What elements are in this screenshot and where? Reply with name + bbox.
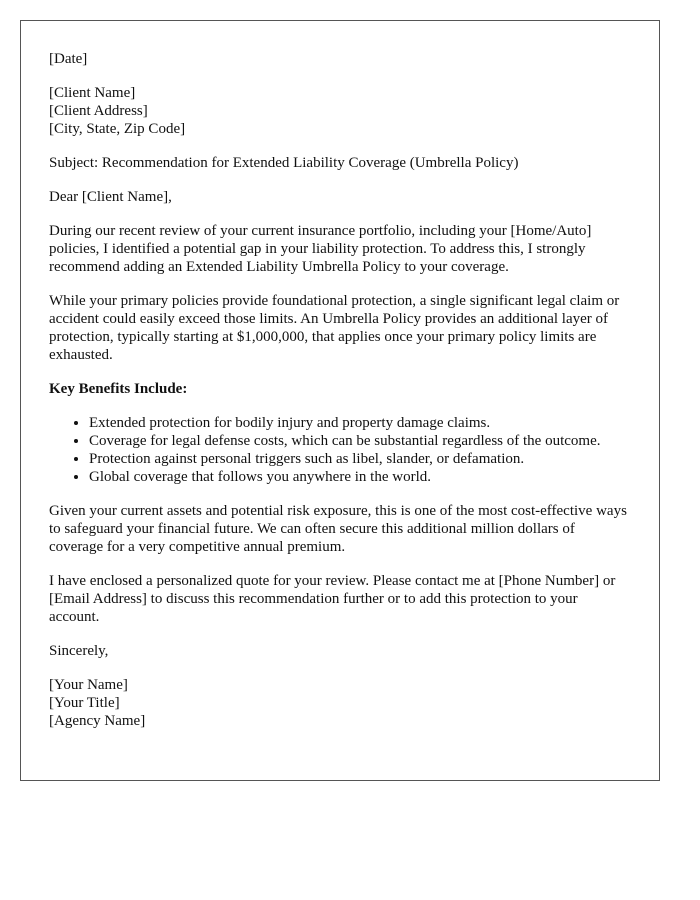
benefit-item: • Protection against personal triggers such as libel, slander, or defamation. <box>89 450 631 468</box>
signature-block <box>49 676 631 730</box>
signature-name: [Your Name] <box>49 677 128 693</box>
recipient-address: [Client Address] <box>49 103 148 119</box>
letter-subject: Subject: Recommendation for Extended Liability Coverage (Umbrella Policy) <box>49 155 519 171</box>
letter-paragraph-1: During our recent review of your current insurance portfolio, including your [Home/Auto] policies, I identified a potential gap in your liability protection. To address this, I strongly recommend adding an Extended Liability Umbrella Policy to your coverage. <box>49 223 592 275</box>
signature-agency: [Agency Name] <box>49 713 146 729</box>
benefits-heading: Key Benefits Include: <box>49 381 188 397</box>
benefits-list <box>49 414 631 486</box>
benefit-item: • Extended protection for bodily injury and property damage claims. <box>89 414 631 432</box>
benefit-item: • Coverage for legal defense costs, which can be substantial regardless of the outcome. <box>89 432 631 450</box>
letter-salutation: Dear [Client Name], <box>49 189 172 205</box>
benefit-item: • Global coverage that follows you anywhere in the world. <box>89 468 631 486</box>
recipient-city-state-zip: [City, State, Zip Code] <box>49 121 186 137</box>
letter-paragraph-2: While your primary policies provide foundational protection, a single significant legal claim or accident could easily exceed those limits. An Umbrella Policy provides an additional layer of protection, typically starting at $1,000,000, that applies once your primary policy limits are exhausted. <box>49 293 620 363</box>
letter-date: [Date] <box>49 51 88 67</box>
letter-page <box>20 20 660 781</box>
recipient-name: [Client Name] <box>49 85 136 101</box>
recipient-block <box>49 84 631 138</box>
letter-paragraph-4: I have enclosed a personalized quote for your review. Please contact me at [Phone Number] or [Email Address] to discuss this recommendation further or to add this protection to your account. <box>49 573 616 625</box>
letter-closing: Sincerely, <box>49 643 109 659</box>
signature-title: [Your Title] <box>49 695 120 711</box>
letter-paragraph-3: Given your current assets and potential risk exposure, this is one of the most cost-effective ways to safeguard your financial future. We can often secure this additional million dollars of coverage for a very competitive annual premium. <box>49 503 627 555</box>
